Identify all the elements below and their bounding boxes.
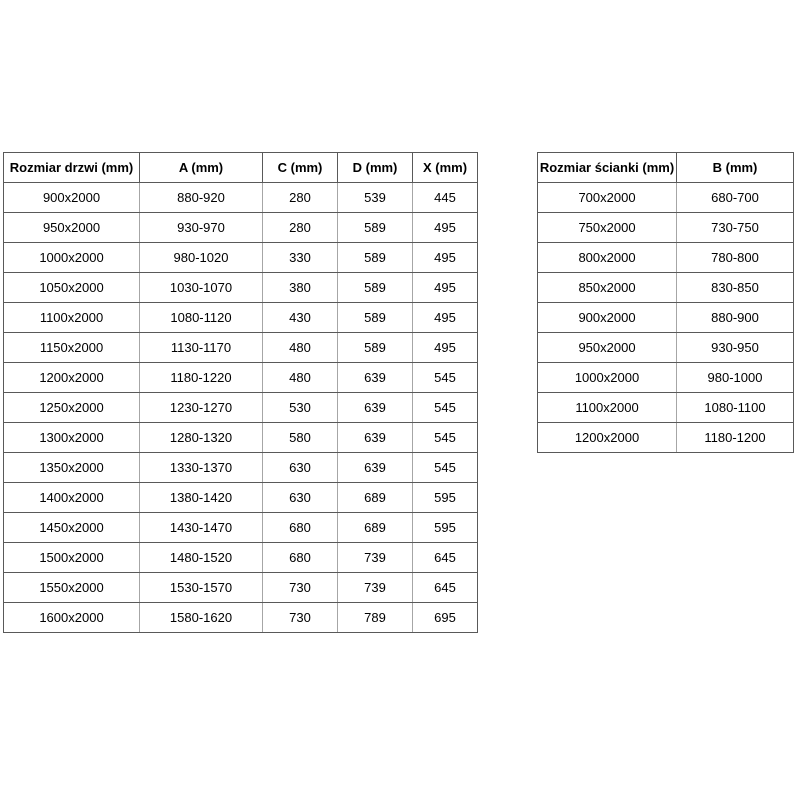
column-header: B (mm)	[677, 153, 794, 183]
table-cell: 595	[413, 483, 478, 513]
table-cell: 645	[413, 543, 478, 573]
table-row	[4, 513, 478, 543]
table-cell: 595	[413, 513, 478, 543]
table-cell: 1430-1470	[140, 513, 263, 543]
table-cell: 739	[338, 573, 413, 603]
table-cell: 495	[413, 213, 478, 243]
table-cell: 700x2000	[538, 183, 677, 213]
table-cell: 280	[263, 213, 338, 243]
table-cell: 1450x2000	[4, 513, 140, 543]
table-cell: 1080-1100	[677, 393, 794, 423]
table-cell: 1150x2000	[4, 333, 140, 363]
table-cell: 800x2000	[538, 243, 677, 273]
table-cell: 1280-1320	[140, 423, 263, 453]
table-row	[4, 393, 478, 423]
table-row	[538, 333, 794, 363]
table-row	[4, 483, 478, 513]
table-cell: 530	[263, 393, 338, 423]
column-header: C (mm)	[263, 153, 338, 183]
table-cell: 680-700	[677, 183, 794, 213]
table-cell: 1580-1620	[140, 603, 263, 633]
table-cell: 980-1020	[140, 243, 263, 273]
table-cell: 639	[338, 423, 413, 453]
table-row	[538, 243, 794, 273]
table-cell: 980-1000	[677, 363, 794, 393]
table-cell: 900x2000	[538, 303, 677, 333]
table-cell: 545	[413, 423, 478, 453]
table-cell: 495	[413, 303, 478, 333]
table-cell: 730	[263, 573, 338, 603]
table-row	[538, 423, 794, 453]
table-row	[4, 543, 478, 573]
table-cell: 850x2000	[538, 273, 677, 303]
table-cell: 1380-1420	[140, 483, 263, 513]
wall-size-table	[537, 152, 794, 453]
table-cell: 495	[413, 243, 478, 273]
table-cell: 645	[413, 573, 478, 603]
table-cell: 830-850	[677, 273, 794, 303]
table-row	[538, 273, 794, 303]
table-cell: 445	[413, 183, 478, 213]
table-cell: 280	[263, 183, 338, 213]
table-cell: 1330-1370	[140, 453, 263, 483]
table-row	[4, 573, 478, 603]
table-cell: 1130-1170	[140, 333, 263, 363]
table-cell: 1180-1200	[677, 423, 794, 453]
table-cell: 950x2000	[4, 213, 140, 243]
table-cell: 680	[263, 543, 338, 573]
table-cell: 1550x2000	[4, 573, 140, 603]
table-cell: 1530-1570	[140, 573, 263, 603]
table-cell: 545	[413, 393, 478, 423]
table-cell: 750x2000	[538, 213, 677, 243]
table-row	[538, 213, 794, 243]
table-cell: 730	[263, 603, 338, 633]
wall-size-table-body	[538, 183, 794, 453]
table-cell: 380	[263, 273, 338, 303]
table-cell: 695	[413, 603, 478, 633]
table-cell: 589	[338, 213, 413, 243]
table-cell: 1480-1520	[140, 543, 263, 573]
table-cell: 789	[338, 603, 413, 633]
table-row	[538, 393, 794, 423]
table-cell: 739	[338, 543, 413, 573]
table-cell: 330	[263, 243, 338, 273]
table-cell: 1500x2000	[4, 543, 140, 573]
table-row	[4, 303, 478, 333]
door-size-table	[3, 152, 478, 633]
table-row	[4, 423, 478, 453]
table-cell: 1250x2000	[4, 393, 140, 423]
table-cell: 1100x2000	[4, 303, 140, 333]
table-cell: 639	[338, 393, 413, 423]
column-header: D (mm)	[338, 153, 413, 183]
table-cell: 589	[338, 273, 413, 303]
table-cell: 730-750	[677, 213, 794, 243]
table-row	[4, 243, 478, 273]
table-cell: 689	[338, 513, 413, 543]
column-header: Rozmiar ścianki (mm)	[538, 153, 677, 183]
wall-size-table-header	[538, 153, 794, 183]
header-row	[4, 153, 478, 183]
door-size-table-header	[4, 153, 478, 183]
table-row	[4, 273, 478, 303]
table-row	[4, 363, 478, 393]
table-cell: 780-800	[677, 243, 794, 273]
table-cell: 1400x2000	[4, 483, 140, 513]
table-row	[538, 303, 794, 333]
table-cell: 1180-1220	[140, 363, 263, 393]
table-row	[538, 363, 794, 393]
table-row	[4, 453, 478, 483]
table-cell: 1050x2000	[4, 273, 140, 303]
table-cell: 495	[413, 333, 478, 363]
table-cell: 950x2000	[538, 333, 677, 363]
table-cell: 545	[413, 363, 478, 393]
table-cell: 900x2000	[4, 183, 140, 213]
table-cell: 589	[338, 333, 413, 363]
table-cell: 1000x2000	[538, 363, 677, 393]
table-cell: 430	[263, 303, 338, 333]
table-cell: 639	[338, 363, 413, 393]
table-cell: 545	[413, 453, 478, 483]
table-cell: 495	[413, 273, 478, 303]
table-cell: 880-920	[140, 183, 263, 213]
table-cell: 680	[263, 513, 338, 543]
table-cell: 589	[338, 243, 413, 273]
table-row	[538, 183, 794, 213]
table-cell: 1300x2000	[4, 423, 140, 453]
column-header: A (mm)	[140, 153, 263, 183]
table-cell: 1350x2000	[4, 453, 140, 483]
table-cell: 1600x2000	[4, 603, 140, 633]
table-cell: 930-970	[140, 213, 263, 243]
table-cell: 1000x2000	[4, 243, 140, 273]
table-cell: 689	[338, 483, 413, 513]
table-cell: 539	[338, 183, 413, 213]
table-cell: 480	[263, 363, 338, 393]
table-cell: 930-950	[677, 333, 794, 363]
table-cell: 630	[263, 453, 338, 483]
table-row	[4, 333, 478, 363]
table-cell: 589	[338, 303, 413, 333]
table-cell: 880-900	[677, 303, 794, 333]
table-cell: 1030-1070	[140, 273, 263, 303]
column-header: Rozmiar drzwi (mm)	[4, 153, 140, 183]
table-cell: 639	[338, 453, 413, 483]
table-cell: 480	[263, 333, 338, 363]
door-size-table-body	[4, 183, 478, 633]
table-row	[4, 213, 478, 243]
table-cell: 630	[263, 483, 338, 513]
header-row	[538, 153, 794, 183]
table-row	[4, 603, 478, 633]
table-cell: 1200x2000	[538, 423, 677, 453]
table-row	[4, 183, 478, 213]
table-cell: 1230-1270	[140, 393, 263, 423]
table-cell: 580	[263, 423, 338, 453]
table-cell: 1100x2000	[538, 393, 677, 423]
column-header: X (mm)	[413, 153, 478, 183]
table-cell: 1200x2000	[4, 363, 140, 393]
table-cell: 1080-1120	[140, 303, 263, 333]
